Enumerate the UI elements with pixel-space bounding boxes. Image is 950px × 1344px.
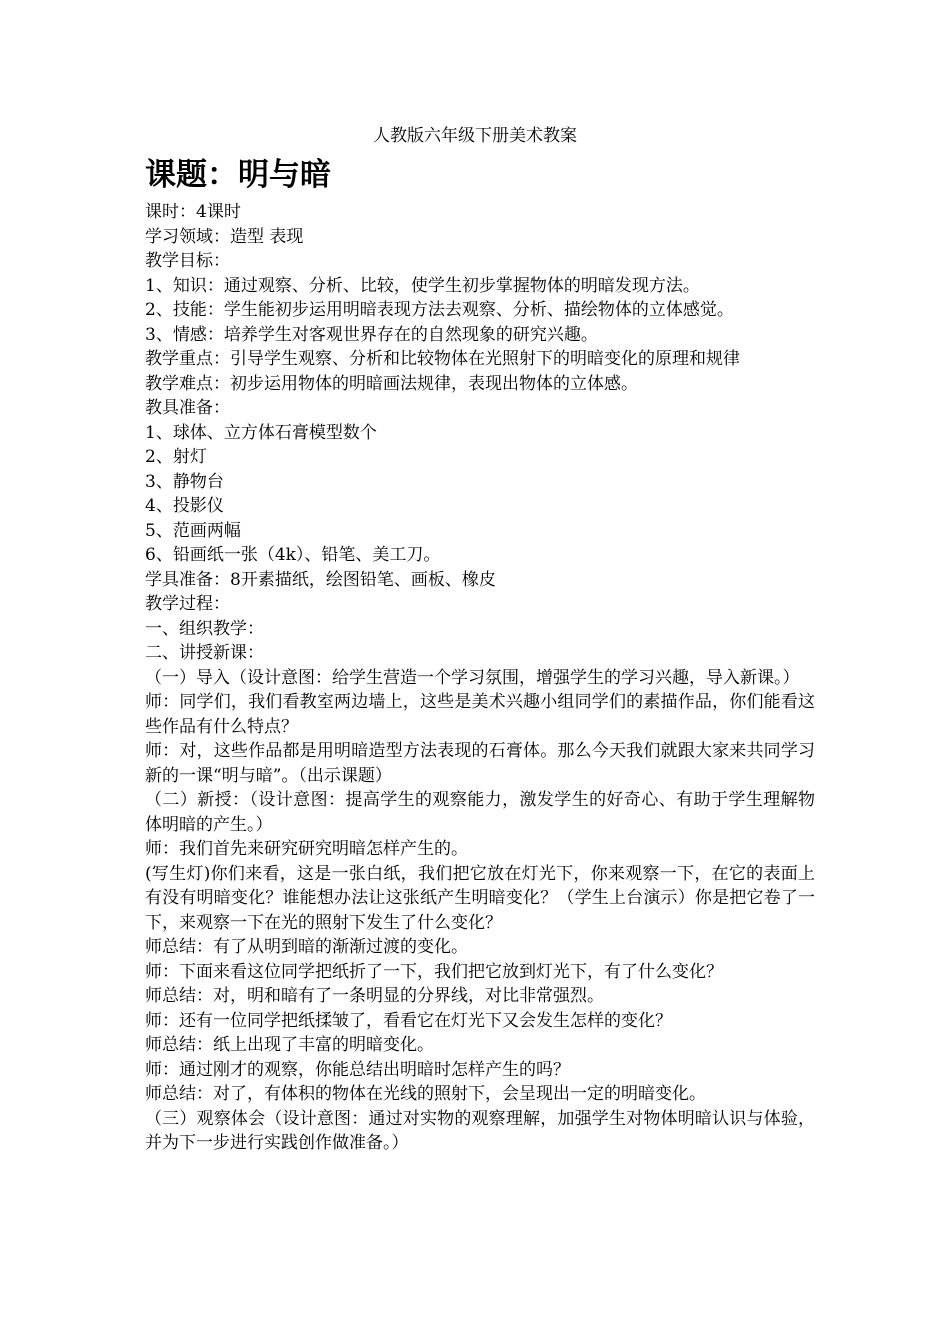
teaching-aid-item: 6、铅画纸一张（4k）、铅笔、美工刀。 <box>145 545 441 565</box>
learning-area: 学习领域：造型 表现 <box>145 226 304 247</box>
teaching-focus: 教学重点：引导学生观察、分析和比较物体在光照射下的明暗变化的原理和规律 <box>145 349 740 369</box>
dialogue-paragraph: 师总结：对了，有体积的物体在光线的照射下，会呈现出一定的明暗变化。 <box>145 1084 706 1104</box>
dialogue-paragraph: (写生灯)你们来看，这是一张白纸，我们把它放在灯光下，你来观察一下，在它的表面上有没有明暗变化？谁能想办法让这张纸产生明暗变化？（学生上台演示）你是把它卷了一下，来观察一下在光的照射下发生了什么变化？ <box>145 863 815 933</box>
dialogue-paragraph: 师：我们首先来研究研究明暗怎样产生的。 <box>145 839 468 859</box>
goal-skill: 2、技能：学生能初步运用明暗表现方法去观察、分析、描绘物体的立体感觉。 <box>145 300 734 320</box>
goal-emotion: 3、情感：培养学生对客观世界存在的自然现象的研究兴趣。 <box>145 324 598 345</box>
teaching-aids-heading: 教具准备： <box>145 398 230 418</box>
section-observation: （三）观察体会（设计意图：通过对实物的观察理解，加强学生对物体明暗认识与体验，并为下一步进行实践创作做准备。） <box>145 1108 815 1153</box>
section-new-teaching: （二）新授：（设计意图：提高学生的观察能力，激发学生的好奇心、有助于学生理解物体明暗的产生。） <box>145 790 815 835</box>
dialogue-paragraph: 师：下面来看这位同学把纸折了一下，我们把它放到灯光下，有了什么变化？ <box>145 961 723 982</box>
lesson-hours: 课时：4课时 <box>145 202 241 222</box>
dialogue-paragraph: 师总结：对，明和暗有了一条明显的分界线，对比非常强烈。 <box>145 986 604 1006</box>
dialogue-paragraph: 师：同学们，我们看教室两边墙上，这些是美术兴趣小组同学们的素描作品，你们能看这些作品有什么特点？ <box>145 692 815 737</box>
section-introduction: （一）导入（设计意图：给学生营造一个学习氛围，增强学生的学习兴趣，导入新课。） <box>145 667 800 688</box>
teaching-aid-item: 2、射灯 <box>145 447 207 467</box>
dialogue-paragraph: 师总结：有了从明到暗的渐渐过渡的变化。 <box>145 937 468 957</box>
process-step-organize: 一、组织教学： <box>145 618 264 639</box>
teaching-aid-item: 4、投影仪 <box>145 496 224 516</box>
dialogue-paragraph: 师总结：纸上出现了丰富的明暗变化。 <box>145 1035 434 1055</box>
dialogue-paragraph: 师：还有一位同学把纸揉皱了，看看它在灯光下又会发生怎样的变化？ <box>145 1010 672 1031</box>
teaching-difficulty: 教学难点：初步运用物体的明暗画法规律，表现出物体的立体感。 <box>145 373 638 394</box>
teaching-aid-item: 5、范画两幅 <box>145 520 241 541</box>
teaching-aid-item: 3、静物台 <box>145 471 224 492</box>
lesson-title: 课题：明与暗 <box>145 157 331 193</box>
teaching-process-heading: 教学过程： <box>145 594 230 614</box>
teaching-goals-heading: 教学目标： <box>145 251 230 271</box>
goal-knowledge: 1、知识：通过观察、分析、比较，使学生初步掌握物体的明暗发现方法。 <box>145 275 700 296</box>
dialogue-paragraph: 师：通过刚才的观察，你能总结出明暗时怎样产生的吗？ <box>145 1059 570 1080</box>
process-step-new-lesson: 二、讲授新课： <box>145 643 264 663</box>
teaching-aid-item: 1、球体、立方体石膏模型数个 <box>145 422 377 443</box>
dialogue-paragraph: 师：对，这些作品都是用明暗造型方法表现的石膏体。那么今天我们就跟大家来共同学习新的一课“明与暗”。（出示课题） <box>145 741 815 786</box>
document-header: 人教版六年级下册美术教案 <box>373 126 577 146</box>
student-materials: 学具准备：8开素描纸，绘图铅笔、画板、橡皮 <box>145 569 496 590</box>
document-body <box>145 200 815 1156</box>
